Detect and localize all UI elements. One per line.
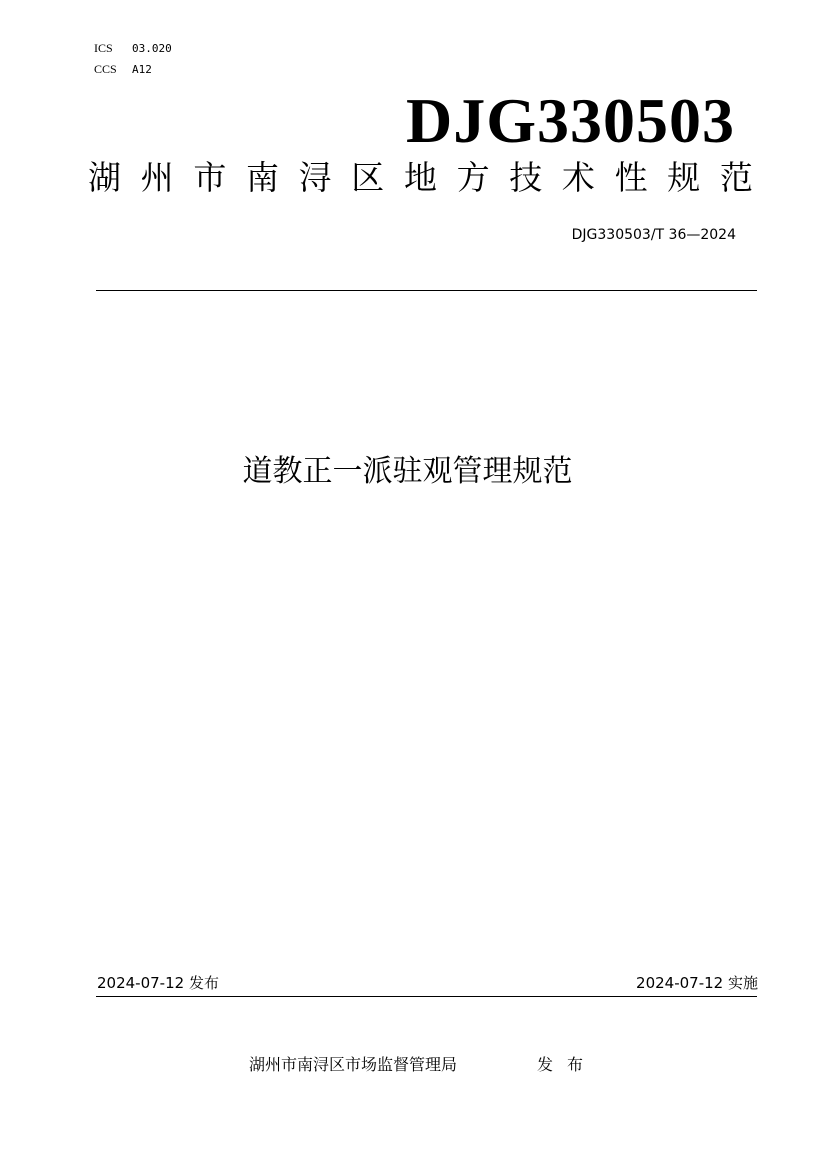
footer-divider: [96, 996, 757, 997]
issue-action: 发布: [537, 1055, 598, 1074]
title-char: 规: [667, 158, 701, 197]
title-char: 浔: [298, 158, 332, 197]
ccs-classification: [94, 62, 152, 77]
title-char: 性: [614, 158, 648, 197]
title-char: 市: [193, 158, 227, 197]
title-char: 湖: [88, 158, 121, 197]
title-char: 地: [403, 158, 437, 197]
implement-date: 2024-07-12 实施: [636, 974, 758, 992]
standard-number: DJG330503/T 36—2024: [571, 227, 736, 243]
title-char: 技: [509, 158, 543, 197]
document-title: 道教正一派驻观管理规范: [242, 454, 573, 489]
ccs-label: CCS: [94, 62, 117, 76]
title-char: 方: [456, 158, 490, 197]
ccs-value: A12: [132, 63, 152, 76]
ics-value: 03.020: [132, 42, 172, 55]
title-char: 州: [140, 158, 174, 197]
title-char: 术: [561, 158, 595, 197]
header-divider: [96, 290, 757, 291]
standard-category-title: [88, 156, 753, 200]
title-char: 范: [719, 158, 753, 197]
ics-classification: [94, 41, 172, 56]
ics-label: ICS: [94, 41, 113, 55]
title-char: 南: [245, 158, 279, 197]
standard-code: DJG330503: [406, 85, 735, 156]
title-char: 区: [351, 158, 385, 197]
publish-date: 2024-07-12 发布: [97, 974, 219, 992]
issuing-authority: 湖州市南浔区市场监督管理局: [249, 1055, 458, 1074]
